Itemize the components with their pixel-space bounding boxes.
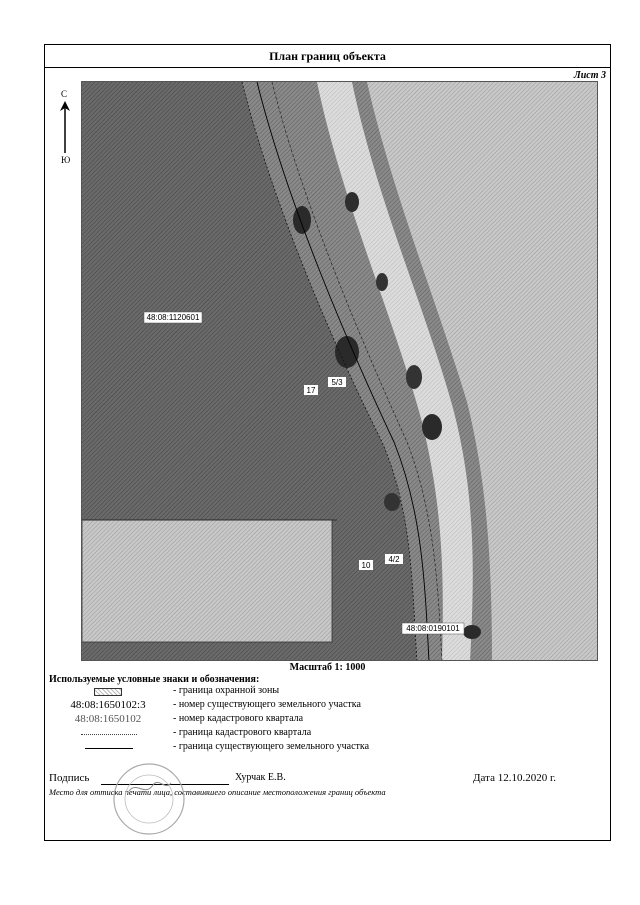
point-label-4-2-text: 4/2 [388,555,400,564]
point-label-10-text: 10 [361,561,371,570]
map-canvas [82,82,598,661]
parcel-boundary-symbol [85,748,133,749]
protection-zone-symbol [94,688,122,696]
signature-label: Подпись [49,772,90,784]
map-scale: Масштаб 1: 1000 [289,662,366,673]
legend-item-text: - номер существующего земельного участка [173,699,361,710]
legend-item-text: - номер кадастрового квартала [173,713,304,724]
parcel-lower-left [82,520,332,642]
signer-name: Хурчак Е.В. [235,772,286,783]
point-label-17 [304,385,318,395]
parcel-label-1 [144,312,202,323]
legend-item-parcel-boundary [49,741,589,755]
compass-south-label: Ю [61,155,71,165]
compass-north-label: С [61,89,68,99]
legend-item-parcel-number [49,699,589,713]
legend-item-quarter-number [49,713,589,727]
legend-item-protection-zone [49,685,589,699]
parcel-label-2-text: 48:08:0190101 [406,624,460,633]
stamp-note: Место для оттиска печати лица, составившего описание местоположения границ объекта [49,787,386,797]
point-label-10 [359,560,373,570]
legend-item-text: - граница существующего земельного участка [173,741,370,752]
parcel-label-2 [402,623,464,634]
sheet-number: Лист 3 [573,70,606,81]
north-arrow-icon [59,101,71,155]
quarter-number-symbol: 48:08:1650102 [74,713,142,725]
quarter-boundary-symbol [81,734,137,735]
legend-item-quarter-boundary [49,727,589,741]
plan-frame [44,44,611,841]
compass [55,89,75,169]
point-label-17-text: 17 [306,386,316,395]
signature-date: Дата 12.10.2020 г. [473,772,556,784]
legend [49,674,589,755]
seal-stamp-icon [111,761,187,837]
aerial-map[interactable] [81,81,598,661]
point-label-5-3 [328,377,346,387]
legend-heading: Используемые условные знаки и обозначения: [49,674,260,685]
parcel-number-symbol: 48:08:1650102:3 [70,699,146,711]
point-label-5-3-text: 5/3 [331,378,343,387]
page-title: План границ объекта [45,45,610,68]
parcel-label-1-text: 48:08:1120601 [146,313,200,322]
legend-item-text: - граница кадастрового квартала [173,727,312,738]
point-label-4-2 [385,554,403,564]
legend-item-text: - граница охранной зоны [173,685,280,696]
